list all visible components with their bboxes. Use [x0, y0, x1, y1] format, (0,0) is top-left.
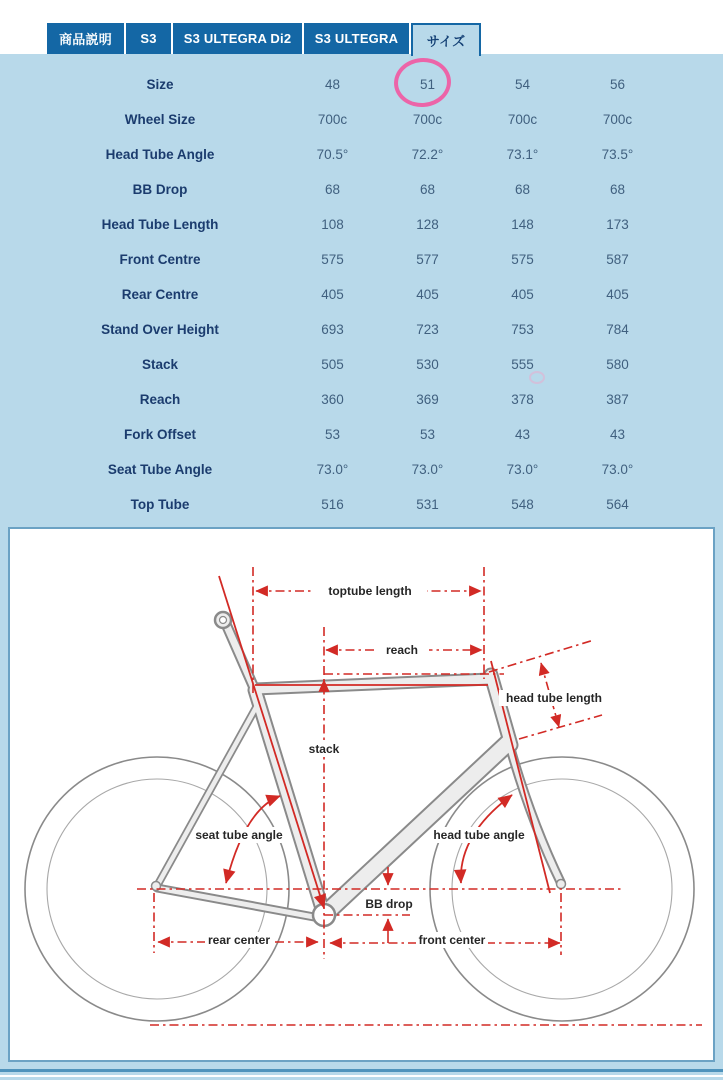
bb-drop-label: BB drop [365, 897, 413, 911]
row-label: Top Tube [130, 497, 190, 512]
table-row [0, 207, 723, 242]
cell-value: 548 [511, 497, 534, 512]
table-row [0, 172, 723, 207]
cell-value: 369 [416, 392, 439, 407]
dimension-lines [137, 567, 702, 1025]
rear-center-label: rear center [207, 933, 271, 947]
table-row [0, 347, 723, 382]
cell-value: 53 [419, 427, 436, 442]
cell-value: 173 [606, 217, 629, 232]
cell-value: 405 [511, 287, 534, 302]
footer-divider-line [0, 1075, 723, 1077]
cell-value: 405 [321, 287, 344, 302]
cell-value: 73.0° [316, 462, 349, 477]
cell-value: 56 [609, 77, 626, 92]
cell-value: 53 [324, 427, 341, 442]
cell-value: 73.1° [506, 147, 539, 162]
cell-value: 564 [606, 497, 629, 512]
cell-value: 700c [507, 112, 538, 127]
head-tube-length-label: head tube length [506, 691, 602, 705]
cell-value: 530 [416, 357, 439, 372]
dimension-labels [194, 583, 609, 948]
tab-1[interactable]: 商品説明 [47, 23, 124, 54]
cell-value: 73.0° [601, 462, 634, 477]
cell-value: 387 [606, 392, 629, 407]
table-row [0, 67, 723, 102]
footer-divider-bar [0, 1069, 723, 1072]
cell-value: 505 [321, 357, 344, 372]
reach-label: reach [385, 643, 419, 657]
cell-value: 68 [609, 182, 626, 197]
cell-value: 128 [416, 217, 439, 232]
cell-value: 360 [321, 392, 344, 407]
cell-value: 73.0° [506, 462, 539, 477]
row-label: BB Drop [132, 182, 188, 197]
cell-value: 575 [511, 252, 534, 267]
table-row [0, 277, 723, 312]
table-row [0, 312, 723, 347]
cell-value: 516 [321, 497, 344, 512]
cell-value: 700c [412, 112, 443, 127]
cell-value: 148 [511, 217, 534, 232]
cell-value: 70.5° [316, 147, 349, 162]
tab-5[interactable]: サイズ [411, 23, 481, 56]
cell-value: 48 [324, 77, 341, 92]
cell-value: 73.5° [601, 147, 634, 162]
cell-value: 378 [511, 392, 534, 407]
cell-value: 405 [416, 287, 439, 302]
cell-value: 51 [419, 77, 436, 92]
geometry-table [0, 54, 723, 522]
cell-value: 575 [321, 252, 344, 267]
cell-value: 700c [602, 112, 633, 127]
row-label: Rear Centre [121, 287, 199, 302]
row-label: Reach [139, 392, 181, 407]
cell-value: 43 [609, 427, 626, 442]
tab-3[interactable]: S3 ULTEGRA Di2 [173, 23, 302, 54]
front-center-label: front center [418, 933, 486, 947]
cell-value: 700c [317, 112, 348, 127]
cell-value: 68 [419, 182, 436, 197]
cell-value: 784 [606, 322, 629, 337]
tab-bar [47, 23, 481, 56]
tab-4[interactable]: S3 ULTEGRA [304, 23, 409, 54]
table-row [0, 382, 723, 417]
table-row [0, 242, 723, 277]
row-label: Front Centre [119, 252, 201, 267]
toptube-length-label: toptube length [328, 584, 412, 598]
geometry-diagram [8, 527, 715, 1062]
row-label: Stack [141, 357, 179, 372]
table-row [0, 417, 723, 452]
cell-value: 405 [606, 287, 629, 302]
cell-value: 73.0° [411, 462, 444, 477]
front-dropout [557, 880, 566, 889]
table-row [0, 137, 723, 172]
bike-geometry-svg [10, 529, 713, 1060]
tab-2[interactable]: S3 [126, 23, 171, 54]
cell-value: 68 [514, 182, 531, 197]
cell-value: 753 [511, 322, 534, 337]
cell-value: 577 [416, 252, 439, 267]
cell-value: 68 [324, 182, 341, 197]
row-label: Head Tube Angle [105, 147, 215, 162]
row-label: Seat Tube Angle [107, 462, 213, 477]
cell-value: 580 [606, 357, 629, 372]
cell-value: 531 [416, 497, 439, 512]
cell-value: 54 [514, 77, 531, 92]
cell-value: 587 [606, 252, 629, 267]
table-row [0, 487, 723, 522]
seat-tube-angle-label: seat tube angle [195, 828, 283, 842]
row-label: Fork Offset [123, 427, 196, 442]
head-tube-angle-label: head tube angle [433, 828, 525, 842]
row-label: Size [146, 77, 174, 92]
cell-value: 723 [416, 322, 439, 337]
table-row [0, 452, 723, 487]
cell-value: 693 [321, 322, 344, 337]
stray-pink-mark [529, 371, 545, 384]
cell-value: 43 [514, 427, 531, 442]
cell-value: 72.2° [411, 147, 444, 162]
cell-value: 108 [321, 217, 344, 232]
row-label: Head Tube Length [101, 217, 219, 232]
stack-label: stack [308, 742, 340, 756]
row-label: Stand Over Height [101, 322, 219, 337]
row-label: Wheel Size [124, 112, 196, 127]
cell-value: 555 [511, 357, 534, 372]
table-row [0, 102, 723, 137]
